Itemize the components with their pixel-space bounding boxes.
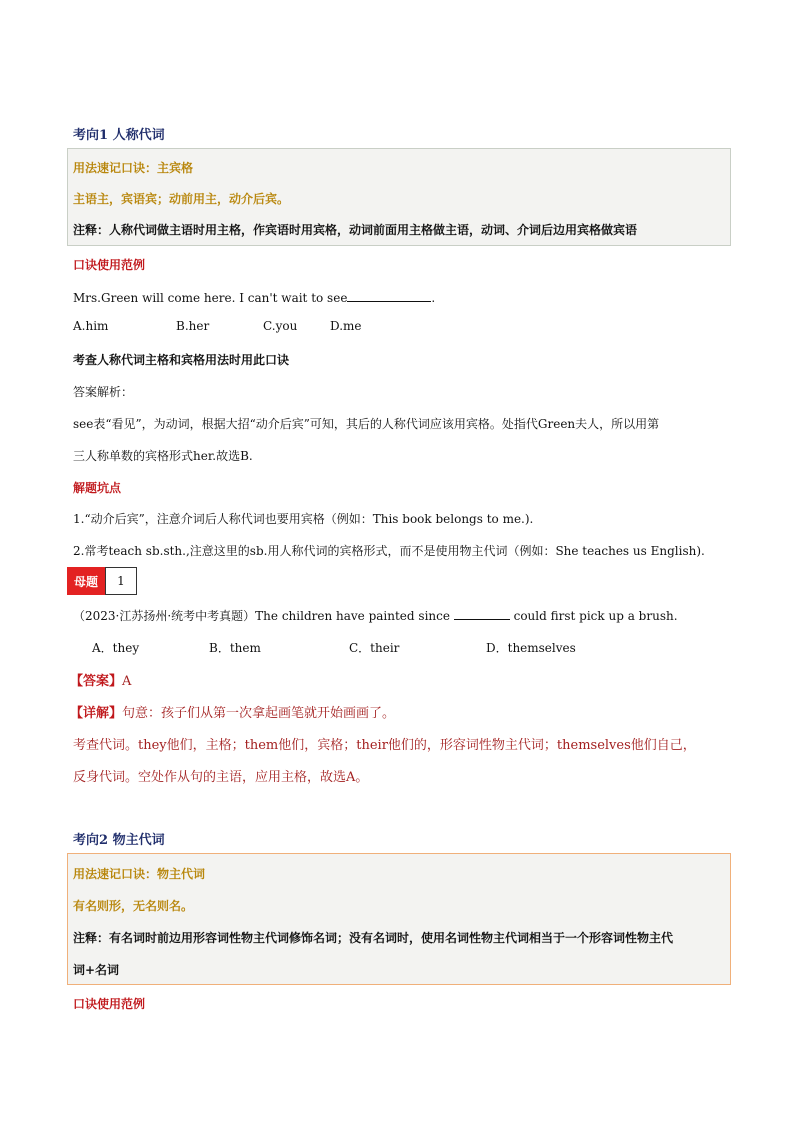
pitfall-2: 2.常考teach sb.sth.,注意这里的sb.用人称代词的宾格形式，而不是使用物主代词（例如：She teaches us English). <box>73 544 705 558</box>
mother-question-number: 1 <box>105 567 137 595</box>
detail-line <box>70 702 395 721</box>
mnemonic-rule-1: 主语主，宾语宾；动前用主，动介后宾。 <box>73 192 290 206</box>
focus-note: 考查人称代词主格和宾格用法时用此口诀 <box>73 353 290 367</box>
stem-end: could first pick up a brush. <box>513 609 678 623</box>
answer-label: 【答案】 <box>70 674 123 689</box>
example-heading-2: 口诀使用范例 <box>73 997 146 1011</box>
section2-heading: 考向2 物主代词 <box>73 833 165 848</box>
option-b: B.her <box>176 319 210 333</box>
option-a: A.him <box>73 319 109 333</box>
example-question-text: Mrs.Green will come here. I can't wait to see <box>73 291 348 305</box>
pitfall-heading: 解题坑点 <box>73 481 122 495</box>
mnemonic-rule-2: 有名则形，无名则名。 <box>73 899 194 913</box>
mnemonic-note-2: 注释：有名词时前边用形容词性物主代词修饰名词；没有名词时，使用名词性物主代词相当于一个形容词性物主代 <box>73 931 674 945</box>
mnemonic-note-1: 注释：人称代词做主语时用主格，作宾语时用宾格，动词前面用主格做主语，动词、介词后边用宾格做宾语 <box>73 223 638 237</box>
example-question-end: . <box>431 291 436 305</box>
detail-label: 【详解】 <box>70 706 123 721</box>
analysis-line-1: see表“看见”，为动词，根据大招“动介后宾”可知，其后的人称代词应该用宾格。处指代Green夫人，所以用第 <box>73 417 660 431</box>
mother-question-tag: 母题 <box>67 567 105 595</box>
mnemonic-title-2: 用法速记口诀：物主代词 <box>73 867 206 881</box>
stem-start: （2023·江苏扬州·统考中考真题）The children have painted since <box>73 609 450 623</box>
detail-text: 句意：孩子们从第一次拿起画笔就开始画画了。 <box>122 706 396 721</box>
mq-option-b: B．them <box>209 641 261 655</box>
example-heading-1: 口诀使用范例 <box>73 258 146 272</box>
mq-option-c: C．their <box>349 641 400 655</box>
answer-blank <box>347 289 431 302</box>
pitfall-1: 1.“动介后宾”，注意介词后人称代词也要用宾格（例如：This book belongs to me.). <box>73 512 534 526</box>
explain-line-2: 反身代词。空处作从句的主语，应用主格，故选A。 <box>73 770 369 785</box>
mother-question-stem <box>73 607 678 624</box>
mnemonic-note-2-cont: 词+名词 <box>73 963 120 977</box>
mq-option-a: A．they <box>92 641 140 655</box>
mnemonic-title-1: 用法速记口诀：主宾格 <box>73 161 194 175</box>
option-c: C.you <box>263 319 298 333</box>
mq-option-d: D．themselves <box>486 641 576 655</box>
analysis-label: 答案解析： <box>73 385 134 399</box>
explain-line-1: 考查代词。they他们，主格；them他们，宾格；their他们的，形容词性物主代词；themselves他们自己， <box>73 738 696 753</box>
example-question <box>73 289 435 305</box>
option-d: D.me <box>330 319 362 333</box>
stem-blank <box>454 607 510 620</box>
analysis-line-2: 三人称单数的宾格形式her.故选B. <box>73 449 253 463</box>
section1-heading: 考向1 人称代词 <box>73 128 165 143</box>
answer-line <box>70 670 131 689</box>
answer-value: A <box>122 674 132 689</box>
